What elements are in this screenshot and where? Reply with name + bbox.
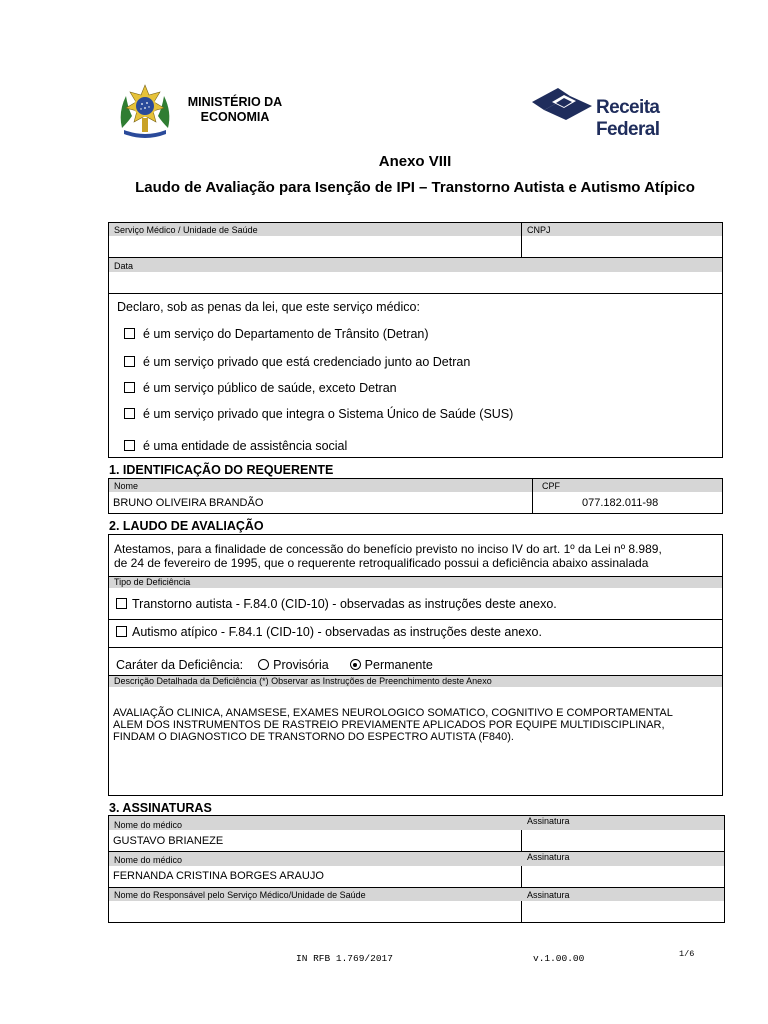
permanente-radio[interactable]	[350, 659, 361, 670]
service-option	[124, 327, 429, 341]
signatures-box	[108, 815, 725, 923]
doctor-1-signature-label: Assinatura	[527, 816, 570, 826]
deficiency-type-checkbox[interactable]	[116, 626, 127, 637]
agency-name: Receita Federal	[596, 97, 660, 140]
service-option-checkbox[interactable]	[124, 440, 135, 451]
section-2-title: 2. LAUDO DE AVALIAÇÃO	[109, 519, 264, 533]
provisoria-radio[interactable]	[258, 659, 269, 670]
doctor-1-name-label: Nome do médico	[114, 820, 183, 830]
service-option-label: é uma entidade de assistência social	[143, 439, 348, 453]
declaration-text: Declaro, sob as penas da lei, que este serviço médico:	[117, 300, 420, 314]
service-option-label: é um serviço privado que está credenciado junto ao Detran	[143, 355, 471, 369]
ministry-header	[116, 82, 306, 140]
service-option	[124, 355, 470, 369]
attestation-line-1: Atestamos, para a finalidade de concessão do benefício previsto no inciso IV do art. 1º da Lei nº 8.989,	[114, 542, 662, 556]
doctor-1-name-field[interactable]: GUSTAVO BRIANEZE	[113, 835, 224, 847]
service-option	[124, 381, 397, 395]
provisoria-label: Provisória	[273, 658, 329, 672]
document-title: Anexo VIII	[378, 153, 452, 170]
brazil-coat-of-arms-icon	[116, 82, 174, 140]
requester-name-field[interactable]: BRUNO OLIVEIRA BRANDÃO	[113, 497, 264, 509]
date-field[interactable]	[114, 275, 714, 291]
service-option-checkbox[interactable]	[124, 382, 135, 393]
service-option-label: é um serviço do Departamento de Trânsito (Detran)	[143, 327, 429, 341]
receita-federal-header	[530, 86, 722, 140]
responsible-signature-label: Assinatura	[527, 890, 570, 900]
doctor-2-signature-field[interactable]	[523, 867, 719, 886]
requester-name-label: Nome	[114, 481, 139, 491]
service-unit-label: Serviço Médico / Unidade de Saúde	[114, 225, 258, 235]
responsible-signature-field[interactable]	[523, 903, 719, 920]
cpf-field[interactable]: 077.182.011-98	[582, 497, 659, 509]
deficiency-type-option	[116, 597, 557, 611]
attestation-text	[114, 542, 662, 570]
evaluation-box	[108, 534, 723, 796]
service-option-label: é um serviço privado que integra o Sistema Único de Saúde (SUS)	[143, 407, 514, 421]
responsible-name-field[interactable]	[113, 905, 513, 919]
service-option	[124, 407, 513, 421]
service-option-checkbox[interactable]	[124, 328, 135, 339]
doctor-2-name-label: Nome do médico	[114, 855, 183, 865]
deficiency-type-checkbox[interactable]	[116, 598, 127, 609]
description-line-1: AVALIAÇÃO CLINICA, ANAMSESE, EXAMES NEUROLOGICO SOMATICO, COGNITIVO E COMPORTAMENTAL	[113, 707, 673, 719]
deficiency-type-label-text: Transtorno autista - F.84.0 (CID-10) - observadas as instruções deste anexo.	[132, 597, 557, 611]
deficiency-type-option	[116, 625, 542, 639]
character-label: Caráter da Deficiência:	[116, 658, 244, 672]
ministry-line-1: MINISTÉRIO DA	[187, 95, 283, 109]
description-line-2: ALEM DOS INSTRUMENTOS DE RASTREIO PREVIAMENTE APLICADOS POR EQUIPE MULTIDISCIPLINAR,	[113, 719, 665, 731]
section-3-title: 3. ASSINATURAS	[109, 801, 212, 815]
deficiency-type-label: Tipo de Deficiência	[114, 577, 191, 587]
date-label: Data	[114, 261, 134, 271]
description-field[interactable]	[113, 707, 718, 743]
cnpj-field[interactable]	[527, 239, 717, 255]
document-subtitle: Laudo de Avaliação para Isenção de IPI – Transtorno Autista e Autismo Atípico	[135, 179, 695, 196]
cnpj-label: CNPJ	[527, 225, 551, 235]
character-row	[116, 658, 433, 672]
attestation-line-2: de 24 de fevereiro de 1995, que o requerente retroqualificado possui a deficiência abaixo assinalada	[114, 556, 649, 570]
requester-box	[108, 478, 723, 514]
permanente-label: Permanente	[364, 658, 433, 672]
doctor-2-signature-label: Assinatura	[527, 852, 570, 862]
service-option-label: é um serviço público de saúde, exceto Detran	[143, 381, 397, 395]
service-option-checkbox[interactable]	[124, 408, 135, 419]
cpf-label: CPF	[542, 481, 560, 491]
doctor-1-signature-field[interactable]	[523, 831, 719, 850]
doctor-2-name-field[interactable]: FERNANDA CRISTINA BORGES ARAUJO	[113, 870, 324, 882]
receita-federal-logo-icon	[530, 86, 594, 120]
footer-version: v.1.00.00	[533, 953, 585, 964]
service-box	[108, 222, 723, 458]
ministry-name	[180, 95, 290, 125]
footer-regulation: IN RFB 1.769/2017	[296, 953, 393, 964]
description-label: Descrição Detalhada da Deficiência (*) Observar as Instruções de Preenchimento deste Anexo	[114, 676, 492, 686]
service-option-checkbox[interactable]	[124, 356, 135, 367]
ministry-line-2: ECONOMIA	[200, 110, 270, 124]
description-line-3: FINDAM O DIAGNOSTICO DE TRANSTORNO DO ESPECTRO AUTISTA (F840).	[113, 731, 514, 743]
responsible-name-label: Nome do Responsável pelo Serviço Médico/Unidade de Saúde	[114, 890, 366, 900]
deficiency-type-label-text: Autismo atípico - F.84.1 (CID-10) - observadas as instruções deste anexo.	[132, 625, 542, 639]
service-option	[124, 439, 347, 453]
section-1-title: 1. IDENTIFICAÇÃO DO REQUERENTE	[109, 463, 334, 477]
service-unit-field[interactable]	[114, 239, 514, 255]
footer-page-number: 1/6	[679, 949, 695, 959]
